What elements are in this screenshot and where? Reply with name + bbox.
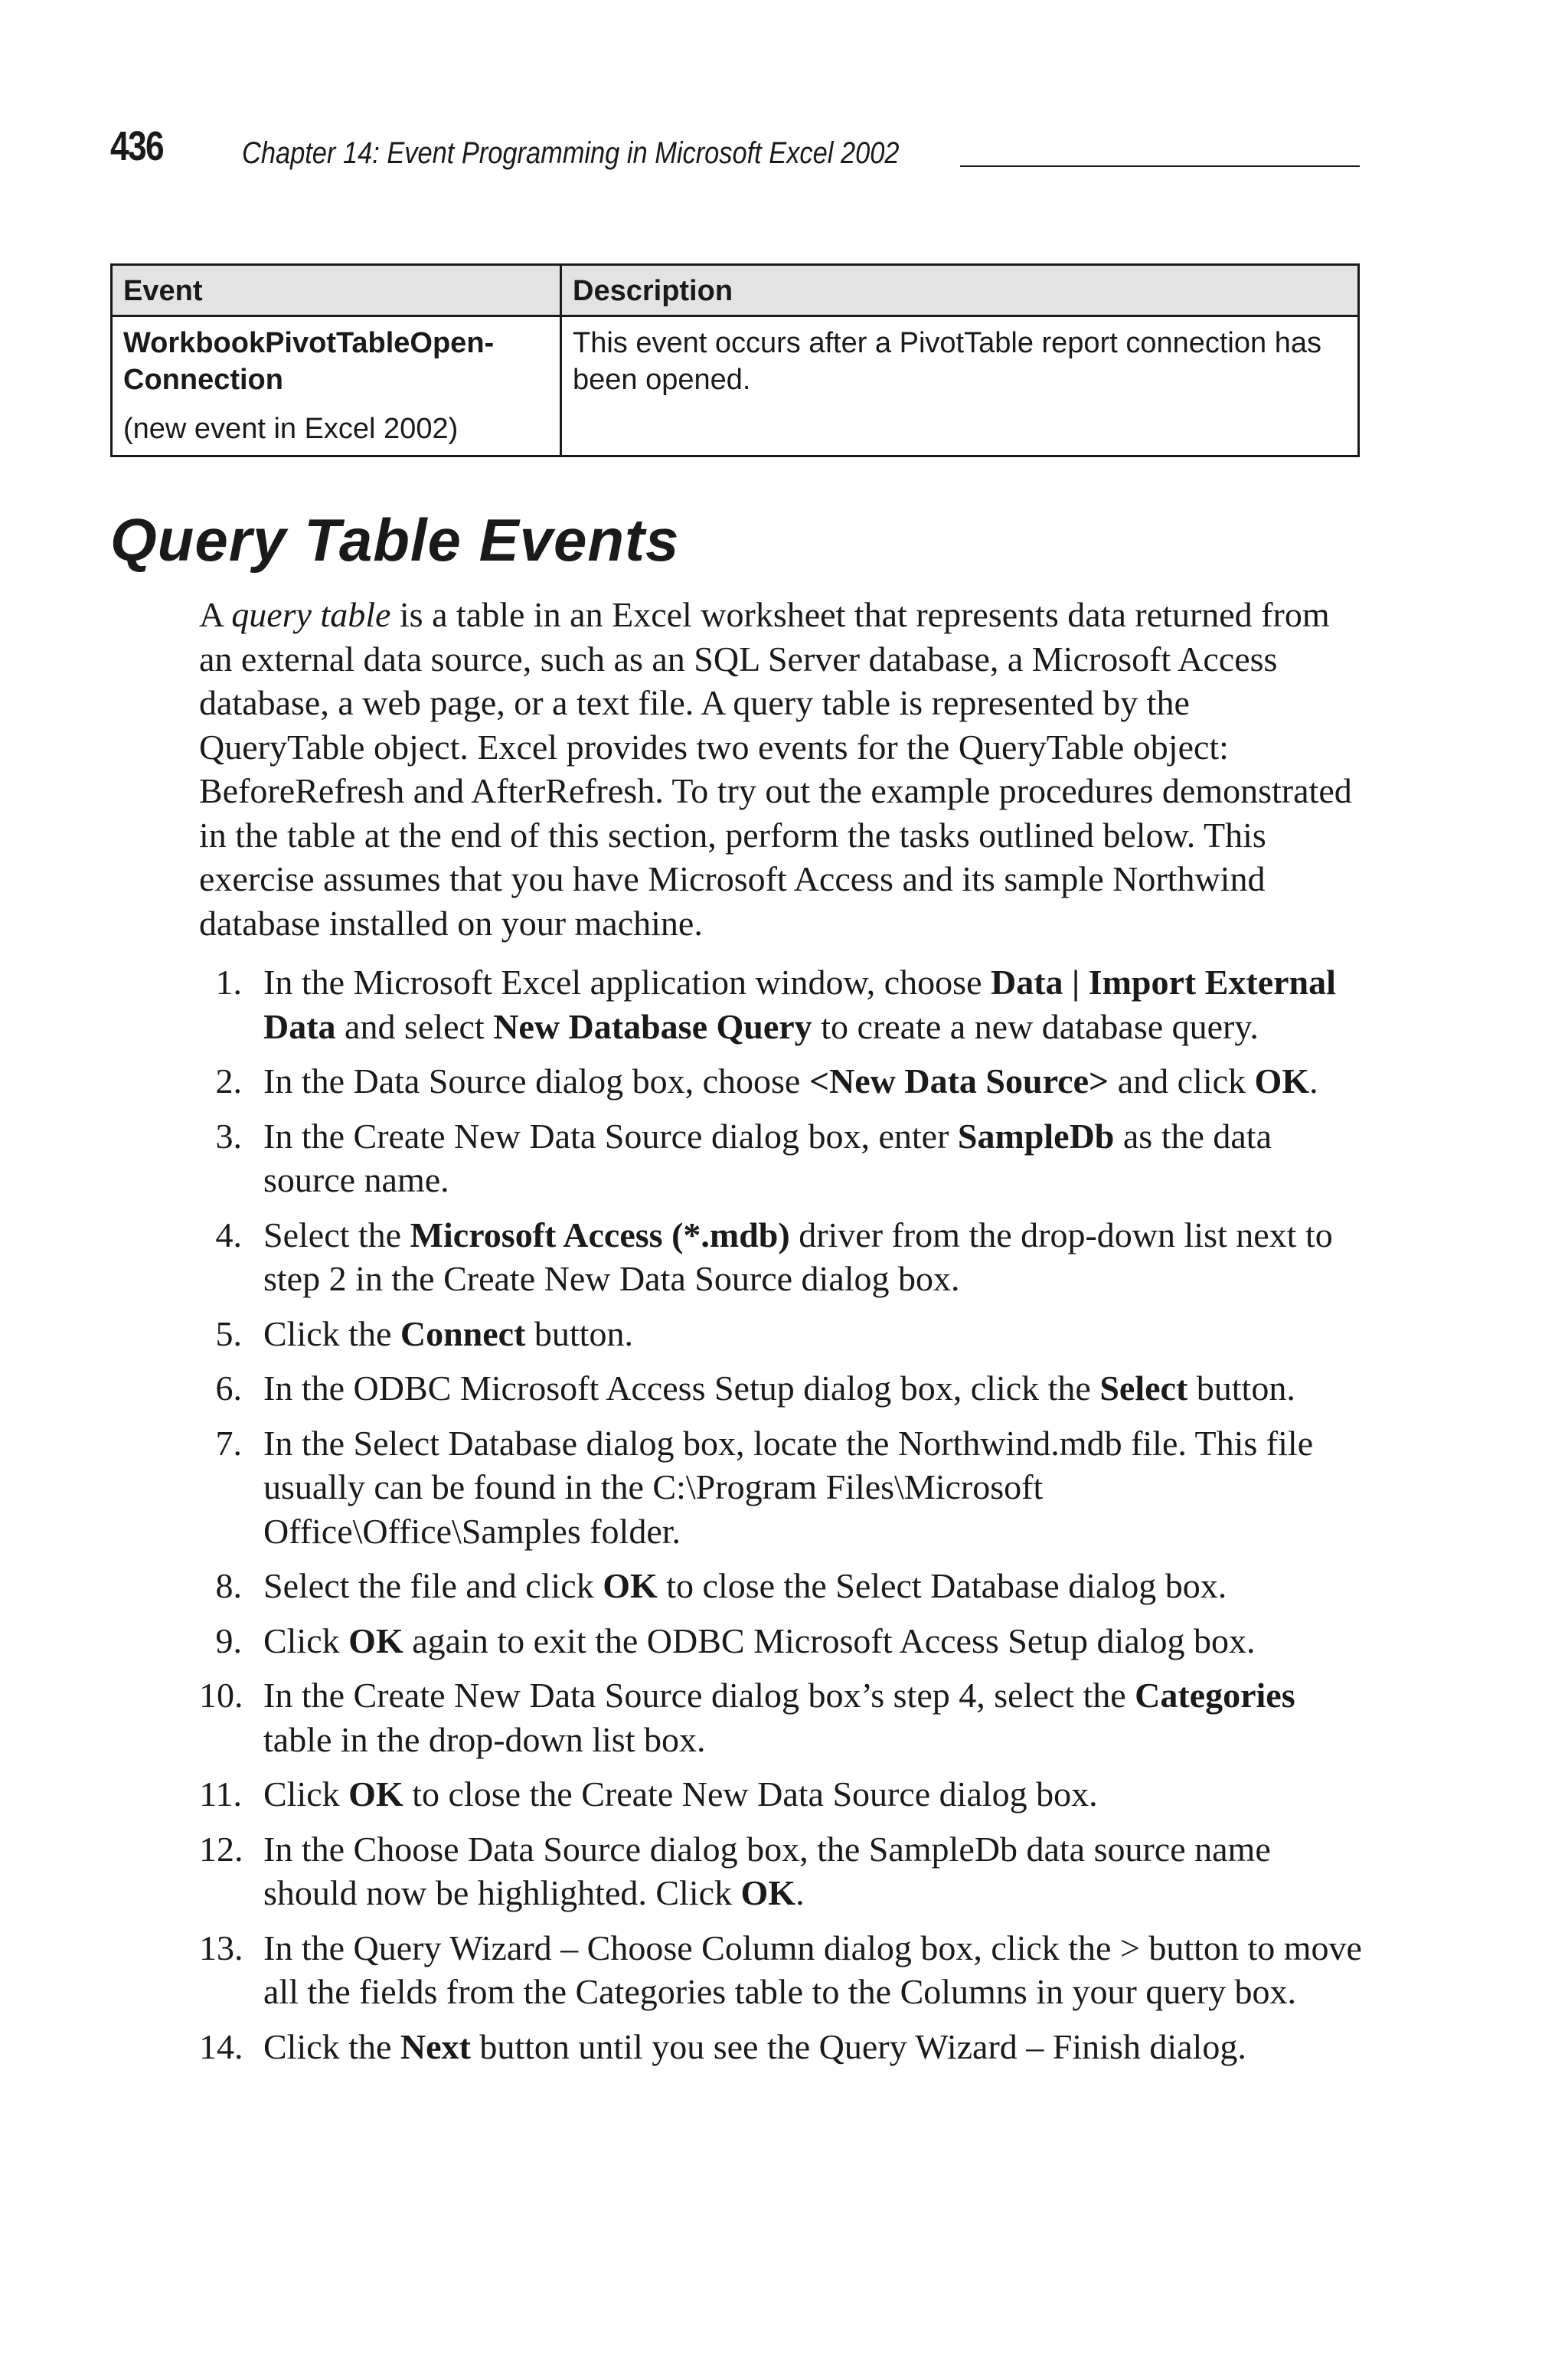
step-text: Click the bbox=[263, 2026, 400, 2066]
step-emphasis: Next bbox=[400, 2026, 471, 2066]
step-number: 7. bbox=[215, 1423, 242, 1463]
intro-lead: A bbox=[199, 595, 232, 634]
step-text: table in the drop-down list box. bbox=[263, 1719, 706, 1759]
step-text: to create a new database query. bbox=[812, 1006, 1259, 1046]
list-item bbox=[199, 1421, 1363, 1554]
step-emphasis: Select bbox=[1099, 1369, 1188, 1408]
header-rule bbox=[960, 165, 1360, 167]
step-emphasis: New Database Query bbox=[493, 1006, 812, 1046]
step-emphasis: OK bbox=[348, 1621, 403, 1660]
step-emphasis: OK bbox=[603, 1566, 658, 1605]
step-emphasis: Microsoft Access (*.mdb) bbox=[410, 1215, 790, 1254]
step-text: to close the Create New Data Source dialog box. bbox=[403, 1774, 1098, 1813]
list-item bbox=[199, 1213, 1363, 1301]
step-text: Click bbox=[263, 1621, 349, 1660]
step-number: 10. bbox=[199, 1676, 243, 1715]
step-number: 1. bbox=[215, 963, 242, 1002]
step-emphasis: OK bbox=[1254, 1061, 1310, 1101]
chapter-title: Chapter 14: Event Programming in Microsoft Excel 2002 bbox=[242, 136, 900, 170]
step-text: In the Query Wizard – Choose Column dialog box, click the > button to move all the fields from the Categories table to the Columns in your query box. bbox=[263, 1928, 1362, 2011]
list-item bbox=[199, 1673, 1363, 1761]
step-text: and select bbox=[335, 1006, 494, 1046]
step-emphasis: Categories bbox=[1135, 1676, 1295, 1715]
table-row bbox=[112, 316, 1359, 456]
step-emphasis: <New Data Source> bbox=[808, 1061, 1109, 1101]
page-number: 436 bbox=[110, 123, 163, 169]
intro-paragraph bbox=[199, 593, 1363, 945]
step-number: 3. bbox=[215, 1116, 242, 1156]
event-table bbox=[110, 263, 1360, 457]
column-header-description: Description bbox=[561, 265, 1359, 316]
step-text: . bbox=[795, 1873, 805, 1912]
step-text: In the Create New Data Source dialog box’s step 4, select the bbox=[263, 1676, 1135, 1715]
section-heading: Query Table Events bbox=[110, 506, 680, 574]
step-number: 14. bbox=[199, 2026, 243, 2066]
step-emphasis: SampleDb bbox=[957, 1116, 1115, 1156]
list-item bbox=[199, 2025, 1363, 2069]
list-item bbox=[199, 1366, 1363, 1411]
list-item bbox=[199, 960, 1363, 1048]
step-text: In the Microsoft Excel application window, choose bbox=[263, 963, 991, 1002]
table-header-row bbox=[112, 265, 1359, 316]
column-header-event: Event bbox=[112, 265, 561, 316]
step-number: 9. bbox=[215, 1621, 242, 1660]
event-name: WorkbookPivotTableOpen-Connection bbox=[123, 327, 495, 396]
step-text: In the Create New Data Source dialog box, enter bbox=[263, 1116, 958, 1156]
step-text: . bbox=[1309, 1061, 1318, 1101]
event-cell bbox=[112, 316, 561, 456]
step-number: 4. bbox=[215, 1215, 242, 1254]
step-number: 12. bbox=[199, 1829, 243, 1869]
list-item bbox=[199, 1772, 1363, 1817]
step-text: as the data source name. bbox=[263, 1116, 1272, 1199]
step-text: button until you see the Query Wizard – Finish dialog. bbox=[470, 2026, 1246, 2066]
list-item bbox=[199, 1312, 1363, 1356]
description-cell: This event occurs after a PivotTable report connection has been opened. bbox=[561, 316, 1359, 456]
step-emphasis: Connect bbox=[400, 1313, 526, 1353]
step-emphasis: Data | Import External Data bbox=[263, 963, 1336, 1046]
step-text: again to exit the ODBC Microsoft Access Setup dialog box. bbox=[403, 1621, 1256, 1660]
list-item bbox=[199, 1619, 1363, 1663]
step-text: to close the Select Database dialog box. bbox=[657, 1566, 1227, 1605]
step-number: 2. bbox=[215, 1061, 242, 1101]
step-number: 5. bbox=[215, 1313, 242, 1353]
list-item bbox=[199, 1926, 1363, 2014]
step-emphasis: OK bbox=[348, 1774, 403, 1813]
step-text: button. bbox=[525, 1313, 633, 1353]
page-header bbox=[110, 123, 1360, 176]
step-text: and click bbox=[1109, 1061, 1255, 1101]
steps-list bbox=[199, 960, 1363, 2079]
step-text: driver from the drop-down list next to step 2 in the Create New Data Source dialog box. bbox=[263, 1215, 1333, 1298]
list-item bbox=[199, 1827, 1363, 1915]
intro-term: query table bbox=[231, 595, 391, 634]
step-text: In the ODBC Microsoft Access Setup dialog box, click the bbox=[263, 1369, 1100, 1408]
step-text: Select the file and click bbox=[263, 1566, 603, 1605]
step-text: Click the bbox=[263, 1313, 400, 1353]
step-text: In the Select Database dialog box, locate the Northwind.mdb file. This file usually can be found in the C:\Program Files\Microsoft Office\Office\Samples folder. bbox=[263, 1423, 1314, 1551]
step-text: Click bbox=[263, 1774, 349, 1813]
step-number: 13. bbox=[199, 1928, 243, 1967]
step-number: 11. bbox=[199, 1774, 242, 1813]
step-text: Select the bbox=[263, 1215, 410, 1254]
step-text: In the Choose Data Source dialog box, the SampleDb data source name should now be highlighted. Click bbox=[263, 1829, 1271, 1912]
event-note: (new event in Excel 2002) bbox=[123, 413, 459, 445]
list-item bbox=[199, 1564, 1363, 1608]
step-text: button. bbox=[1187, 1369, 1295, 1408]
step-text: In the Data Source dialog box, choose bbox=[263, 1061, 809, 1101]
step-emphasis: OK bbox=[740, 1873, 796, 1912]
list-item bbox=[199, 1114, 1363, 1202]
intro-rest: is a table in an Excel worksheet that represents data returned from an external data source, such as an SQL Server database, a Microsoft Access database, a web page, or a text file. A query table is represented by the QueryTable object. Excel provides two events for the QueryTable object: BeforeRefresh and AfterRefresh. To try out the example procedures demonstrated in the table at the end of this section, perform the tasks outlined below. This exercise assumes that you have Microsoft Access and its sample Northwind database installed on your machine. bbox=[199, 595, 1352, 943]
list-item bbox=[199, 1059, 1363, 1104]
step-number: 8. bbox=[215, 1566, 242, 1605]
step-number: 6. bbox=[215, 1369, 242, 1408]
